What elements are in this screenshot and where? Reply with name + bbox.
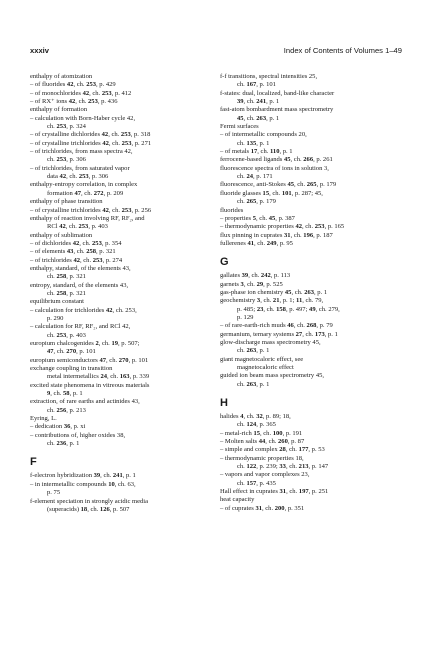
index-entry: glow-discharge mass spectrometry 45,	[220, 338, 321, 346]
index-entry-continuation: p. 485; 23, ch. 158, p. 497; 49, ch. 279,	[237, 305, 340, 313]
index-entry-continuation: ch. 135, p. 1	[237, 139, 270, 147]
index-entry-continuation: ch. 253, p. 403	[47, 331, 86, 339]
index-entry: – calculation for trichlorides 42, ch. 253,	[30, 306, 137, 314]
index-entry: – of monochlorides 42, ch. 253, p. 412	[30, 89, 132, 97]
index-entry-continuation: p. 290	[47, 314, 64, 322]
index-entry: – of trichlorides 42, ch. 253, p. 274	[30, 256, 123, 264]
index-entry: exchange coupling in transition	[30, 365, 113, 373]
index-entry-continuation: 47, ch. 270, p. 101	[47, 348, 96, 356]
index-column-left	[30, 73, 212, 514]
index-entry: entropy, standard, of the elements 43,	[30, 281, 129, 289]
index-entry-continuation: ch. 236, p. 1	[47, 440, 80, 448]
index-entry: – of trichlorides, from saturated vapor	[30, 164, 130, 172]
index-entry: – thermodynamic properties 42, ch. 253, p. 165	[220, 223, 345, 231]
index-entry: excited state phenomena in vitreous materials	[30, 381, 150, 389]
index-entry: – of metals 17, ch. 110, p. 1	[220, 148, 293, 156]
index-entry-continuation: ch. 253, p. 324	[47, 123, 86, 131]
index-entry-continuation: ch. 265, p. 179	[237, 198, 276, 206]
index-entry-continuation: metal intermetallics 24, ch. 163, p. 339	[47, 373, 150, 381]
index-entry-continuation: ch. 263, p. 1	[237, 347, 270, 355]
index-entry-continuation: p. 129	[237, 313, 254, 321]
index-entry: fullerenes 41, ch. 249, p. 95	[220, 239, 293, 247]
index-entry: – of rare-earth-rich muds 46, ch. 268, p. 79	[220, 322, 333, 330]
index-entry-continuation: 9, ch. 58, p. 1	[47, 390, 83, 398]
index-entry-continuation: ch. 256, p. 213	[47, 406, 86, 414]
index-entry: f-electron hybridization 39, ch. 241, p. 1	[30, 472, 136, 480]
index-entry: enthalpy-entropy correlation, in complex	[30, 181, 138, 189]
index-entry-continuation: RCl 42, ch. 253, p. 403	[47, 223, 108, 231]
index-entry-continuation: ch. 124, p. 365	[237, 421, 276, 429]
index-entry-continuation: ch. 258, p. 321	[47, 273, 86, 281]
index-entry: flux pinning in cuprates 31, ch. 196, p. 187	[220, 231, 333, 239]
index-entry-continuation: ch. 258, p. 321	[47, 289, 86, 297]
index-entry: gallates 39, ch. 242, p. 113	[220, 272, 291, 280]
index-entry: enthalpy, standard, of the elements 43,	[30, 264, 131, 272]
index-entry: – of intermetallic compounds 20,	[220, 131, 307, 139]
index-entry: Fermi surfaces	[220, 123, 259, 131]
index-entry: garnets 3, ch. 29, p. 525	[220, 280, 283, 288]
index-entry: germanium, ternary systems 27, ch. 173, p. 1	[220, 330, 338, 338]
page-number: xxxiv	[30, 46, 50, 55]
index-entry: – simple and complex 28, ch. 177, p. 53	[220, 446, 325, 454]
index-entry: – vapors and vapor complexes 23,	[220, 471, 310, 479]
index-section-letter: H	[220, 397, 228, 410]
index-entry: gas-phase ion chemistry 45, ch. 263, p. 1	[220, 288, 328, 296]
index-entry: enthalpy of atomization	[30, 73, 93, 80]
index-entry: – of crystalline dichlorides 42, ch. 253, p. 318	[30, 131, 151, 139]
index-entry-continuation: 39, ch. 241, p. 1	[237, 98, 280, 106]
index-entry-continuation: 45, ch. 263, p. 1	[237, 114, 280, 122]
index-entry-continuation: formation 47, ch. 272, p. 209	[47, 189, 124, 197]
index-entry: – of crystalline trichlorides 42, ch. 253, p. 256	[30, 206, 152, 214]
index-entry: – of cuprates 31, ch. 200, p. 351	[220, 504, 305, 512]
index-entry: enthalpy of reaction involving RF, RF₂, and	[30, 214, 145, 222]
index-entry: – of dichlorides 42, ch. 253, p. 354	[30, 239, 122, 247]
index-entry: Eyring, L.	[30, 415, 57, 423]
index-section-letter: F	[30, 456, 37, 469]
index-entry: heat capacity	[220, 496, 255, 504]
index-entry: guided ion beam mass spectrometry 45,	[220, 372, 324, 380]
index-entry: – of crystalline trichlorides 42, ch. 253, p. 271	[30, 139, 152, 147]
index-entry: fast-atom bombardment mass spectrometry	[220, 106, 334, 114]
index-entry: – of fluorides 42, ch. 253, p. 429	[30, 81, 116, 89]
index-entry: extraction, of rare earths and actinides 43,	[30, 398, 140, 406]
index-entry: – properties 5, ch. 45, p. 387	[220, 214, 295, 222]
index-entry-continuation: p. 75	[47, 489, 61, 497]
index-entry-continuation: ch. 253, p. 306	[47, 156, 86, 164]
index-entry-continuation: ch. 122, p. 239; 33, ch. 213, p. 147	[237, 463, 329, 471]
index-entry: f-f transitions, spectral intensities 25,	[220, 73, 318, 80]
index-entry-continuation: ch. 24, p. 171	[237, 173, 273, 181]
index-entry: geochemistry 3, ch. 21, p. 1; 11, ch. 79,	[220, 297, 324, 305]
index-entry-continuation: (superacids) 18, ch. 126, p. 507	[47, 505, 130, 513]
index-column-right	[220, 73, 402, 513]
index-entry: – of elements 43, ch. 258, p. 321	[30, 248, 116, 256]
index-section-letter: G	[220, 256, 229, 269]
index-entry: – in intermetallic compounds 10, ch. 63,	[30, 480, 136, 488]
index-entry: Hall effect in cuprates 31, ch. 197, p. 251	[220, 488, 329, 496]
index-entry: europium semiconductors 47, ch. 270, p. 101	[30, 356, 149, 364]
index-entry: fluorescence, anti-Stokes 45, ch. 265, p. 179	[220, 181, 337, 189]
index-entry: europium chalcogenides 2, ch. 19, p. 507;	[30, 340, 140, 347]
index-entry: – calculation with Born-Haber cycle 42,	[30, 114, 136, 122]
index-entry: ferrocene-based ligands 45, ch. 266, p. 261	[220, 156, 333, 164]
index-entry: giant magnetocaloric effect, see	[220, 355, 304, 363]
index-entry: – contributions of, higher oxides 38,	[30, 431, 126, 439]
index-entry: fluorides	[220, 206, 244, 214]
index-entry: enthalpy of sublimation	[30, 231, 93, 239]
index-entry-continuation: data 42, ch. 253, p. 306	[47, 173, 109, 181]
index-entry: enthalpy of formation	[30, 106, 88, 114]
index-entry: halides 4, ch. 32, p. 89; 18,	[220, 413, 291, 421]
index-entry-continuation: ch. 157, p. 435	[237, 479, 276, 487]
index-entry-continuation: ch. 263, p. 1	[237, 380, 270, 388]
index-entry: – Molten salts 44, ch. 260, p. 87	[220, 438, 305, 446]
index-entry: – of trichlorides, from mass spectra 42,	[30, 148, 133, 156]
index-entry: – calculation for RF, RF₂, and RCl 42,	[30, 323, 131, 331]
index-entry-continuation: magnetocaloric effect	[237, 364, 294, 371]
index-entry: fluoride glasses 15, ch. 101, p. 287; 45,	[220, 189, 323, 197]
page-header	[30, 45, 402, 57]
index-entry: enthalpy of phase transition	[30, 198, 103, 206]
running-head: Index of Contents of Volumes 1–49	[283, 46, 402, 55]
index-entry: equilibrium constant	[30, 298, 85, 306]
index-entry: f-states: dual, localized, band-like character	[220, 89, 335, 97]
index-entry: f-element speciation in strongly acidic media	[30, 497, 148, 505]
index-entry-continuation: ch. 167, p. 101	[237, 81, 276, 89]
index-entry: – thermodynamic properties 18,	[220, 454, 304, 462]
index-entry: – metal-rich 15, ch. 100, p. 191	[220, 429, 303, 437]
index-entry: fluorescence spectra of ions in solution 3,	[220, 164, 329, 172]
index-entry: – of RX⁺ ions 42, ch. 253, p. 436	[30, 98, 118, 106]
index-entry: – dedication 36, p. xi	[30, 423, 86, 431]
